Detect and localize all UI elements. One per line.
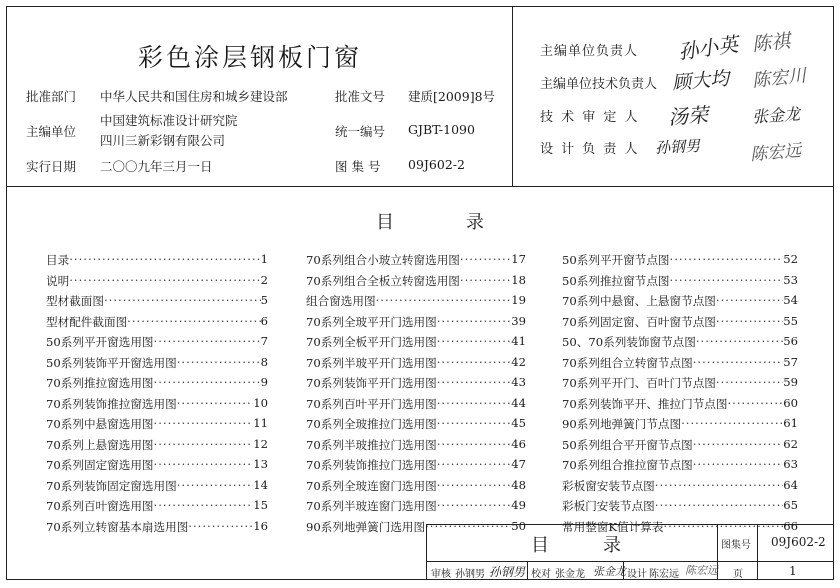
toc-leader-dots: [727, 396, 783, 417]
toc-entry: [562, 314, 798, 335]
toc-entry-title: 70系列装饰平开、推拉门节点图: [562, 396, 728, 411]
toc-entry: [562, 457, 798, 478]
toc-entry: [46, 355, 268, 376]
toc-entry-page: 39: [511, 313, 526, 328]
toc-entry-title: 70系列半玻连窗门选用图: [306, 499, 437, 513]
toc-leader-dots: [681, 416, 783, 437]
toc-entry-title: 70系列固定窗、百叶窗节点图: [562, 314, 716, 329]
signature-8: 陈宏远: [749, 140, 802, 166]
toc-leader-dots: [437, 355, 512, 376]
toc-entry-page: 16: [253, 518, 268, 533]
toc-entry-page: 43: [511, 375, 526, 389]
toc-entry-page: 7: [260, 334, 268, 348]
toc-entry-title: 型材截面图: [46, 294, 104, 308]
toc-entry: [562, 293, 798, 314]
toc-entry: [46, 416, 268, 437]
title-block: [426, 524, 833, 579]
toc-column-1: [46, 252, 268, 539]
toc-column-3: [562, 252, 798, 539]
toc-entry-page: 12: [253, 436, 268, 451]
toc-leader-dots: [460, 273, 511, 294]
toc-entry-title: 70系列装饰平开门选用图: [306, 376, 437, 390]
title-block-page-no: 1: [789, 564, 797, 578]
toc-leader-dots: [69, 273, 260, 294]
toc-leader-dots: [437, 334, 512, 355]
toc-entry: [562, 416, 798, 437]
chief-editor-value-1: 中国建筑标准设计研究院: [100, 113, 238, 128]
toc-entry: [562, 498, 798, 519]
toc-leader-dots: [69, 252, 260, 273]
toc-entry-title: 70系列全玻平开门选用图: [306, 314, 437, 329]
sign-sig-check: 张金龙: [593, 565, 626, 578]
toc-entry: [306, 375, 526, 396]
toc-leader-dots: [154, 334, 261, 355]
title-block-title-1: 目: [531, 535, 549, 556]
toc-entry: [46, 375, 268, 396]
document-title: 彩色涂层钢板门窗: [137, 43, 362, 72]
title-block-title-2: 录: [603, 535, 621, 556]
title-block-atlas-no: 09J602-2: [771, 535, 826, 549]
toc-entry-title: 70系列百叶平开门选用图: [306, 396, 437, 411]
toc-entry-page: 48: [511, 477, 526, 492]
toc-entry-title: 70系列装饰推拉门选用图: [306, 458, 437, 472]
signature-6: 陈宏川: [751, 65, 808, 92]
toc-column-2: [306, 252, 526, 539]
toc-entry-title: 70系列组合全板立转窗选用图: [306, 273, 460, 288]
toc-entry-page: 55: [783, 313, 798, 328]
toc-leader-dots: [716, 314, 783, 335]
toc-leader-dots: [670, 273, 784, 294]
toc-entry: [46, 478, 268, 499]
toc-entry-title: 70系列全板平开门选用图: [306, 335, 437, 349]
toc-heading-char-2: 录: [466, 212, 484, 233]
toc-entry-title: 目录: [46, 253, 70, 267]
toc-entry-page: 42: [511, 354, 526, 369]
toc-entry-title: 70系列固定窗选用图: [46, 458, 154, 472]
toc-entry: [306, 252, 526, 273]
toc-entry-title: 90系列地弹簧门节点图: [562, 417, 682, 431]
atlas-no-value: 09J602-2: [408, 157, 465, 172]
toc-entry-title: 组合窗选用图: [306, 294, 376, 308]
toc-entry-page: 60: [783, 395, 798, 410]
chief-editor-value-2: 四川三新彩钢有限公司: [100, 133, 226, 148]
toc-entry-page: 2: [260, 272, 268, 287]
toc-entry: [46, 498, 268, 519]
toc-entry-page: 14: [253, 477, 268, 492]
toc-entry-title: 70系列中悬窗、上悬窗节点图: [562, 294, 716, 308]
role-design-lead: 设 计 负 责 人: [540, 142, 640, 157]
sign-sig-design: 陈宏远: [685, 564, 718, 577]
toc-entry: [306, 273, 526, 294]
toc-entry: [46, 252, 268, 273]
toc-entry: [306, 293, 526, 314]
toc-entry-title: 彩板窗安装节点图: [562, 478, 655, 493]
toc-entry-page: 57: [783, 354, 798, 369]
toc-entry-title: 70系列立转窗基本扇选用图: [46, 519, 189, 534]
toc-leader-dots: [716, 375, 783, 396]
toc-entry: [562, 396, 798, 417]
toc-entry-page: 53: [783, 272, 798, 287]
toc-entry: [562, 478, 798, 499]
toc-entry-title: 70系列装饰推拉窗选用图: [46, 396, 177, 411]
toc-entry: [306, 498, 526, 519]
toc-entry-title: 70系列百叶窗选用图: [46, 499, 154, 513]
toc-entry-page: 17: [511, 252, 526, 266]
toc-leader-dots: [177, 355, 261, 376]
toc-entry: [46, 273, 268, 294]
sign-name-check: 张金龙: [555, 569, 585, 580]
toc-entry-page: 62: [783, 436, 798, 451]
signature-2: 顾大均: [671, 67, 730, 95]
toc-entry-title: 70系列组合推拉窗节点图: [562, 458, 693, 472]
toc-entry-page: 9: [260, 375, 268, 389]
toc-entry-page: 50: [511, 518, 526, 533]
toc-entry: [306, 355, 526, 376]
toc-entry-page: 52: [783, 252, 798, 266]
toc-leader-dots: [437, 478, 512, 499]
toc-entry: [306, 314, 526, 335]
toc-entry-title: 70系列全玻连窗门选用图: [306, 478, 437, 493]
toc-entry-page: 46: [511, 436, 526, 451]
toc-entry: [306, 334, 526, 355]
header-vertical-divider: [512, 6, 513, 186]
toc-entry-title: 50系列组合平开窗节点图: [562, 437, 693, 452]
role-chief-tech: 主编单位技术负责人: [540, 77, 658, 92]
toc-entry-page: 66: [783, 518, 798, 533]
toc-entry: [562, 252, 798, 273]
toc-entry-page: 1: [260, 252, 268, 266]
toc-entry-page: 63: [783, 457, 798, 471]
toc-leader-dots: [693, 437, 784, 458]
sign-sig-review: 孙钢男: [489, 565, 526, 579]
toc-entry-title: 70系列组合立转窗节点图: [562, 355, 693, 370]
toc-leader-dots: [154, 416, 254, 437]
toc-leader-dots: [655, 478, 783, 499]
toc-entry-title: 常用整窗K值计算表: [562, 519, 664, 534]
toc-entry-page: 44: [511, 395, 526, 410]
unified-no-label: 统一编号: [335, 124, 386, 139]
toc-entry-page: 18: [511, 272, 526, 287]
toc-entry: [306, 416, 526, 437]
toc-entry: [46, 396, 268, 417]
unified-no-value: GJBT-1090: [408, 122, 475, 137]
toc-leader-dots: [696, 334, 783, 355]
approval-dept-label: 批准部门: [26, 89, 77, 104]
toc-entry-title: 70系列中悬窗选用图: [46, 417, 154, 431]
toc-leader-dots: [437, 457, 512, 478]
toc-entry: [562, 375, 798, 396]
toc-entry-title: 50系列推拉窗节点图: [562, 273, 670, 288]
approval-no-label: 批准文号: [335, 89, 386, 104]
toc-entry-page: 49: [511, 498, 526, 512]
toc-entry-title: 说明: [46, 273, 70, 288]
toc-leader-dots: [460, 252, 511, 273]
toc-leader-dots: [188, 519, 253, 540]
toc-entry-page: 5: [260, 293, 268, 307]
toc-entry-title: 型材配件截面图: [46, 314, 128, 329]
toc-leader-dots: [177, 478, 254, 499]
toc-entry: [306, 478, 526, 499]
atlas-no-label: 图 集 号: [335, 159, 381, 174]
sign-role-check: 校对: [531, 569, 551, 580]
toc-leader-dots: [154, 457, 254, 478]
toc-entry: [46, 519, 268, 540]
toc-entry-title: 彩板门安装节点图: [562, 499, 655, 513]
toc-leader-dots: [670, 252, 784, 273]
approval-no-value: 建质[2009]8号: [408, 89, 496, 104]
toc-leader-dots: [154, 375, 261, 396]
toc-leader-dots: [437, 314, 512, 335]
toc-entry: [562, 437, 798, 458]
toc-entry-page: 6: [260, 313, 268, 328]
toc-entry-page: 45: [511, 416, 526, 430]
chief-editor-label: 主编单位: [26, 124, 77, 139]
toc-entry: [306, 396, 526, 417]
signature-7: 张金龙: [751, 104, 801, 127]
toc-entry: [46, 334, 268, 355]
role-chief-unit: 主编单位负责人: [540, 44, 639, 59]
sign-role-review: 审核: [431, 569, 451, 580]
toc-entry: [562, 355, 798, 376]
toc-entry-page: 56: [783, 334, 798, 348]
approval-dept-value: 中华人民共和国住房和城乡建设部: [100, 89, 288, 104]
toc-leader-dots: [693, 355, 784, 376]
toc-entry-title: 50系列平开窗节点图: [562, 253, 670, 267]
toc-entry-page: 11: [253, 416, 268, 430]
sign-role-design: 设计: [627, 569, 647, 580]
toc-entry-page: 64: [783, 477, 798, 492]
toc-entry-page: 15: [253, 498, 268, 512]
signature-3: 汤荣: [667, 102, 709, 130]
toc-leader-dots: [693, 457, 784, 478]
effective-date-label: 实行日期: [26, 159, 77, 174]
toc-entry-title: 70系列半玻推拉门选用图: [306, 437, 437, 452]
toc-entry-title: 70系列推拉窗选用图: [46, 376, 154, 390]
toc-leader-dots: [154, 498, 254, 519]
toc-leader-dots: [437, 498, 512, 519]
toc-entry-title: 70系列组合小玻立转窗选用图: [306, 253, 460, 267]
toc-entry-title: 70系列上悬窗选用图: [46, 437, 154, 452]
title-block-page-label: 页: [733, 569, 743, 580]
toc-entry-title: 70系列平开门、百叶门节点图: [562, 376, 716, 390]
toc-entry: [306, 457, 526, 478]
header-divider: [6, 186, 834, 187]
toc-entry-title: 70系列半玻平开门选用图: [306, 355, 437, 370]
toc-entry-title: 50系列装饰平开窗选用图: [46, 355, 177, 370]
toc-leader-dots: [437, 416, 512, 437]
toc-entry-page: 61: [783, 416, 798, 430]
toc-heading-char-1: 目: [376, 212, 394, 233]
title-block-atlas-label: 图集号: [721, 540, 751, 551]
toc-entry-page: 65: [783, 498, 798, 512]
toc-leader-dots: [177, 396, 254, 417]
toc-leader-dots: [655, 498, 783, 519]
toc-entry: [306, 437, 526, 458]
role-tech-review: 技 术 审 定 人: [540, 110, 640, 125]
toc-entry: [46, 437, 268, 458]
toc-leader-dots: [437, 437, 512, 458]
toc-entry: [46, 293, 268, 314]
toc-entry-title: 50系列平开窗选用图: [46, 335, 154, 349]
signature-1: 孙小英: [676, 31, 740, 65]
toc-entry-page: 54: [783, 293, 798, 307]
toc-entry-title: 50、70系列装饰窗节点图: [562, 335, 696, 349]
toc-entry-page: 8: [260, 354, 268, 369]
toc-leader-dots: [104, 293, 261, 314]
toc-leader-dots: [437, 375, 512, 396]
toc-entry: [46, 314, 268, 335]
toc-entry-page: 47: [511, 457, 526, 471]
toc-entry-title: 90系列地弹簧门选用图: [306, 519, 426, 534]
signature-5: 陈祺: [751, 30, 792, 56]
toc-entry-page: 19: [511, 293, 526, 307]
toc-entry-title: 70系列全玻推拉门选用图: [306, 417, 437, 431]
toc-entry: [562, 273, 798, 294]
toc-entry-title: 70系列装饰固定窗选用图: [46, 478, 177, 493]
toc-entry-page: 13: [253, 457, 268, 471]
toc-leader-dots: [154, 437, 254, 458]
toc-entry: [562, 334, 798, 355]
toc-entry-page: 59: [783, 375, 798, 389]
toc-entry-page: 41: [511, 334, 526, 348]
toc-leader-dots: [127, 314, 260, 335]
toc-entry-page: 10: [253, 395, 268, 410]
toc-leader-dots: [437, 396, 512, 417]
toc-leader-dots: [716, 293, 783, 314]
effective-date-value: 二〇〇九年三月一日: [100, 159, 213, 174]
sign-name-design: 陈宏远: [649, 569, 679, 580]
toc-leader-dots: [376, 293, 512, 314]
signature-4: 孙钢男: [654, 136, 701, 158]
toc-entry: [46, 457, 268, 478]
sign-name-review: 孙钢男: [455, 569, 485, 580]
